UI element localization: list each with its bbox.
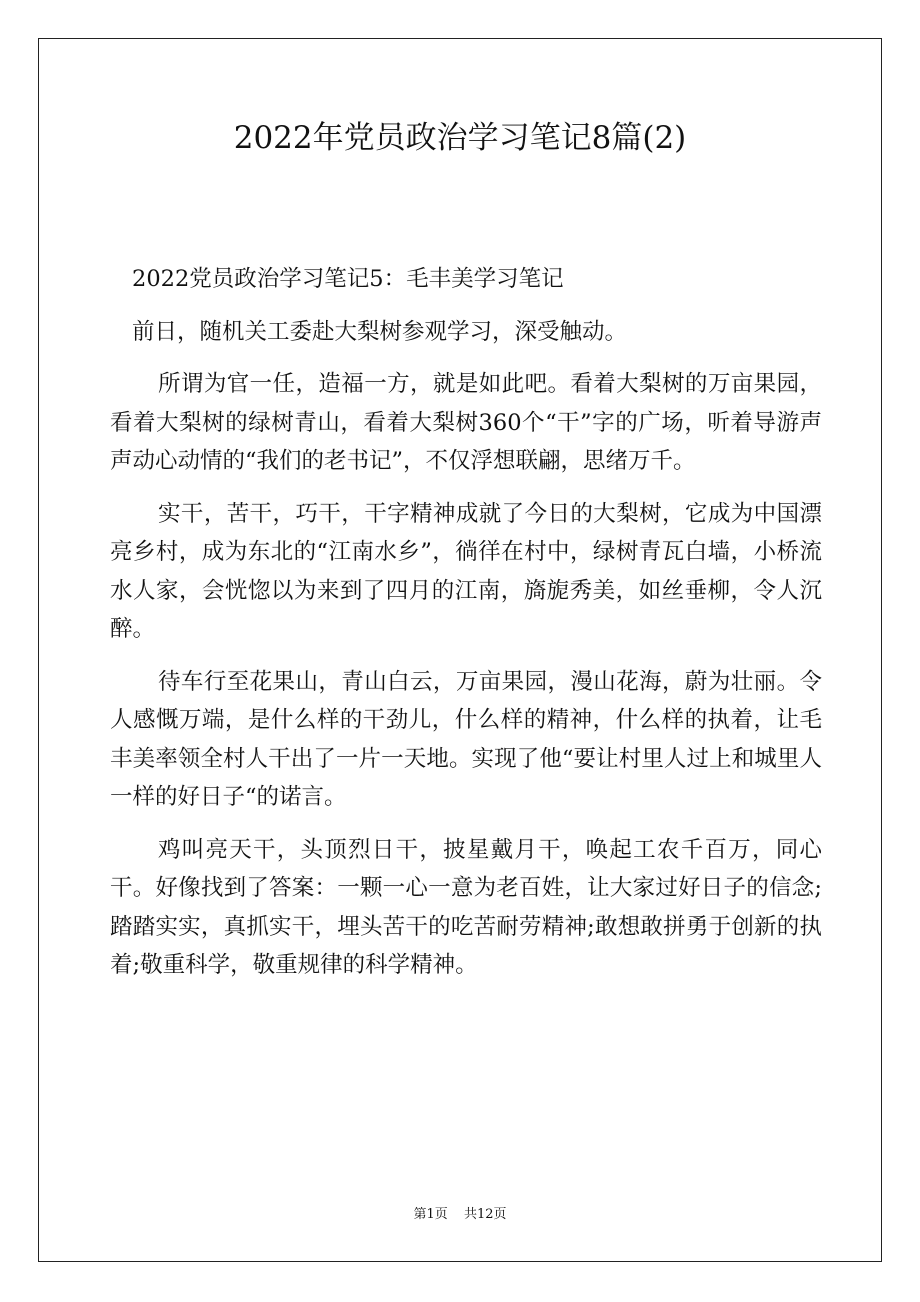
document-body [110,260,822,985]
document-title: 2022年党员政治学习笔记8篇(2) [233,120,687,156]
lead-paragraph: 前日，随机关工委赴大梨树参观学习，深受触动。 [132,319,628,345]
page-number: 第1页 [413,1207,448,1222]
body-paragraph-1: 所谓为官一任，造福一方，就是如此吧。看着大梨树的万亩果园，看着大梨树的绿树青山，看着大梨树360个“干”字的广场，听着导游声声动心动情的“我们的老书记”，不仅浮想联翩，思绪万千。 [110,371,822,474]
body-paragraph-2: 实干，苦干，巧干，干字精神成就了今日的大梨树，它成为中国漂亮乡村，成为东北的“江南水乡”，徜徉在村中，绿树青瓦白墙，小桥流水人家，会恍惚以为来到了四月的江南，旖旎秀美，如丝垂柳，令人沉醉。 [110,500,822,642]
page-total: 共12页 [463,1207,507,1222]
page-footer [38,1207,882,1223]
section-subtitle: 2022党员政治学习笔记5：毛丰美学习笔记 [132,266,564,292]
body-paragraph-4: 鸡叫亮天干，头顶烈日干，披星戴月干，唤起工农千百万，同心干。好像找到了答案：一颗一心一意为老百姓，让大家过好日子的信念;踏踏实实，真抓实干，埋头苦干的吃苦耐劳精神;敢想敢拼勇于创新的执着;敬重科学，敬重规律的科学精神。 [110,836,822,978]
body-paragraph-3: 待车行至花果山，青山白云，万亩果园，漫山花海，蔚为壮丽。令人感慨万端，是什么样的干劲儿，什么样的精神，什么样的执着，让毛丰美率领全村人干出了一片一天地。实现了他“要让村里人过上和城里人一样的好日子“的诺言。 [110,668,822,810]
